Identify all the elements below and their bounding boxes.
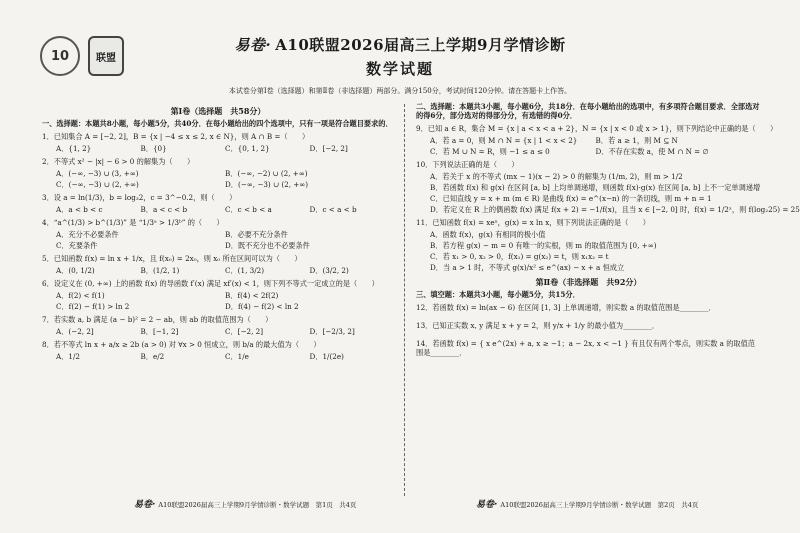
option-list [42,351,394,362]
option-list [42,204,394,215]
answer-option: B．必要不充分条件 [225,230,288,239]
question-stem: 3．设 a = ln(1/3)，b = log₃2，c = 3^−0.2，则（ ） [42,193,237,202]
option-list [42,143,394,154]
answer-option: D．f(4) − f(2) < ln 2 [225,302,299,311]
answer-option: A．充分不必要条件 [56,230,119,239]
answer-option: A．若 a = 0，则 M ∩ N = {x | 1 < x < 2} [430,136,578,145]
answer-option: C．若 x₁ > 0, x₂ > 0，f(x₁) = g(x₂) = t，则 x₁x₂ = t [430,252,609,261]
footer-page-1 [134,497,356,510]
seal-text: 联盟 [96,52,116,64]
column-divider [404,104,405,496]
question-stem: 11．已知函数 f(x) = xeˣ，g(x) = x ln x，则下列说法正确的是（ ） [416,218,650,227]
answer-option: A．(−2, 2] [56,327,94,336]
option-list [42,265,394,276]
answer-option: B．(−∞, −2) ∪ (2, +∞) [225,169,308,178]
right-question-list [416,124,800,273]
question [42,340,394,362]
question [42,279,394,312]
answer-option: D．(3/2, 2) [309,266,349,275]
option-list [416,171,800,215]
answer-option: B．(1/2, 1) [140,266,180,275]
answer-option: A．a < b < c [56,205,103,214]
question-stem: 10．下列说法正确的是（ ） [416,160,519,169]
question [42,315,394,337]
left-question-list [42,132,394,362]
option-list [416,229,761,273]
footer-text: A10联盟2026届高三上学期9月学情诊断・数学试题 第2页 共4页 [500,501,699,509]
answer-option: D．[−2, 2] [309,144,348,153]
answer-option: B．{0} [140,144,167,153]
fill-question-list [416,303,761,357]
answer-option: C．已知直线 y = x + m (m ∈ R) 是曲线 f(x) = e^(x−n) 的一条切线，则 m + n = 1 [430,194,712,203]
section2-description: 二、选择题：本题共3小题，每小题6分，共18分．在每小题给出的选项中，有多项符合题目要求．全部选对的得6分，部分选对的得部分分，有选错的得0分． [416,102,760,120]
question-stem: 9．已知 a ∈ R，集合 M = {x | a < x < a + 2}，N = {x | x < 0 或 x > 1}，则下列结论中正确的是（ ） [416,124,778,133]
question [42,218,394,251]
answer-option: C．若 M ∪ N = R，则 −1 ≤ a ≤ 0 [430,147,550,156]
answer-option: C．[−2, 2] [225,327,264,336]
footer-brand-mark: 易卷· [476,500,498,510]
exam-instructions: 本试卷分第Ⅰ卷（选择题）和第Ⅱ卷（非选择题）两部分。满分150分，考试时间120分钟。请在答题卡上作答。 [228,87,572,95]
question-stem: 7．若实数 a, b 满足 (a − b)² = 2 − ab，则 ab 的取值范围为（ ） [42,315,273,324]
answer-option: D．既不充分也不必要条件 [225,241,310,250]
answer-option: B．a < c < b [140,205,188,214]
question-stem: 5．已知函数 f(x) = ln x + 1/x，且 f(x₀) = 2x₀，则 x₀ 所在区间可以为（ ） [42,254,302,263]
option-list [416,135,761,157]
part1-heading: 第Ⅰ卷（选择题 共58分） [170,106,266,116]
answer-option: A．若关于 x 的不等式 (mx − 1)(x − 2) > 0 的解集为 (1/m, 2)，则 m > 1/2 [430,172,683,181]
option-list [42,326,394,337]
option-list [42,168,394,190]
question-stem: 2．不等式 x² − |x| − 6 > 0 的解集为（ ） [42,157,195,166]
answer-option: B．[−1, 2] [140,327,179,336]
answer-option: C．{0, 1, 2} [225,144,270,153]
question-stem: 1．已知集合 A = [−2, 2]，B = {x | −4 ≤ x ≤ 2, x ∈ N}，则 A ∩ B =（ ） [42,132,310,141]
answer-option: D．c < a < b [309,205,357,214]
answer-option: B．f(4) < 2f(2) [225,291,279,300]
answer-option: A．{1, 2} [56,144,92,153]
answer-option: C．f(2) − f(1) > ln 2 [56,302,130,311]
fill-in-question: 13．已知正实数 x, y 满足 x + y = 2，则 y/x + 1/y 的最小值为________． [416,321,660,330]
question [42,132,394,154]
fill-in-question: 12．若函数 f(x) = ln(ax − 6) 在区间 [1, 3] 上单调递增，则实数 a 的取值范围是________． [416,303,716,312]
fill-in-question: 14．若函数 f(x) = { x e^(2x) + a, x ≥ −1；a − 2x, x < −1 } 有且仅有两个零点，则实数 a 的取值范围是________． [416,339,755,357]
question [42,157,394,190]
footer-page-2 [476,497,698,510]
right-column [416,102,800,366]
answer-option: B．若 a ≥ 1，则 M ⊆ N [595,136,678,145]
question-stem: 4．“a^(1/3) > b^(1/3)” 是 “1/3ᵃ > 1/3ᵇ” 的（ ） [42,218,224,227]
question-stem: 6．设定义在 (0, +∞) 上的函数 f(x) 的导函数 f′(x) 满足 xf′(x) < 1，则下列不等式一定成立的是（ ） [42,279,379,288]
question [42,254,394,276]
answer-option: C．c < b < a [225,205,272,214]
badge-text: 10 [50,48,70,64]
answer-option: C．(−∞, −3) ∪ (2, +∞) [56,180,139,189]
answer-option: C．(1, 3/2) [225,266,265,275]
answer-option: D．不存在实数 a，使 M ∩ N = ∅ [595,147,709,156]
answer-option: D．(−∞, −3) ∪ (2, +∞) [225,180,309,189]
option-list [42,229,394,251]
answer-option: D．1/(2e) [309,352,344,361]
answer-option: B．若函数 f(x) 和 g(x) 在区间 [a, b] 上均单调递增，则函数 f(x)·g(x) 在区间 [a, b] 上不一定单调递增 [430,183,761,192]
footer-brand-mark: 易卷· [134,500,156,510]
exam-title [0,34,800,55]
answer-option: A．(−∞, −3) ∪ (3, +∞) [56,169,139,178]
exam-title-text: A10联盟2026届高三上学期9月学情诊断 [275,36,566,54]
answer-option: D．当 a > 1 时，不等式 g(x)/x² ≤ e^(ax) − x + a 恒成立 [430,263,625,272]
footer-text: A10联盟2026届高三上学期9月学情诊断・数学试题 第1页 共4页 [158,501,357,509]
question-stem: 8．若不等式 ln x + a/x ≥ 2b (a > 0) 对 ∀x > 0 恒成立，则 b/a 的最大值为（ ） [42,340,321,349]
option-list [42,290,394,312]
left-column [42,102,394,365]
question [42,193,394,215]
answer-option: D．[−2/3, 2] [309,327,355,336]
answer-option: C．1/e [225,352,249,361]
answer-option: B．若方程 g(x) − m = 0 有唯一的实根，则 m 的取值范围为 [0, +∞) [430,241,657,250]
question [416,218,761,273]
answer-option: A．函数 f(x)，g(x) 有相同的极小值 [430,230,546,239]
subject-title: 数学试题 [365,60,434,78]
question [416,124,778,157]
part2-heading: 第Ⅱ卷（非选择题 共92分） [535,277,642,287]
answer-option: A．f(2) < f(1) [56,291,105,300]
question [416,160,800,215]
brand-mark: 易卷· [234,36,272,54]
answer-option: D．若定义在 R 上的偶函数 f(x) 满足 f(x + 2) = −1/f(x)，且当 x ∈ [−2, 0] 时，f(x) = 1/2ˣ，则 f(log₂25) = 25 [430,205,800,214]
section3-description: 三、填空题：本题共3小题，每小题5分，共15分． [416,290,580,299]
section1-description: 一、选择题：本题共8小题，每小题5分，共40分．在每小题给出的四个选项中，只有一项是符合题目要求的． [42,119,393,128]
answer-option: A．1/2 [56,352,80,361]
answer-option: A．(0, 1/2) [56,266,95,275]
answer-option: C．充要条件 [56,241,98,250]
answer-option: B．e/2 [140,352,165,361]
